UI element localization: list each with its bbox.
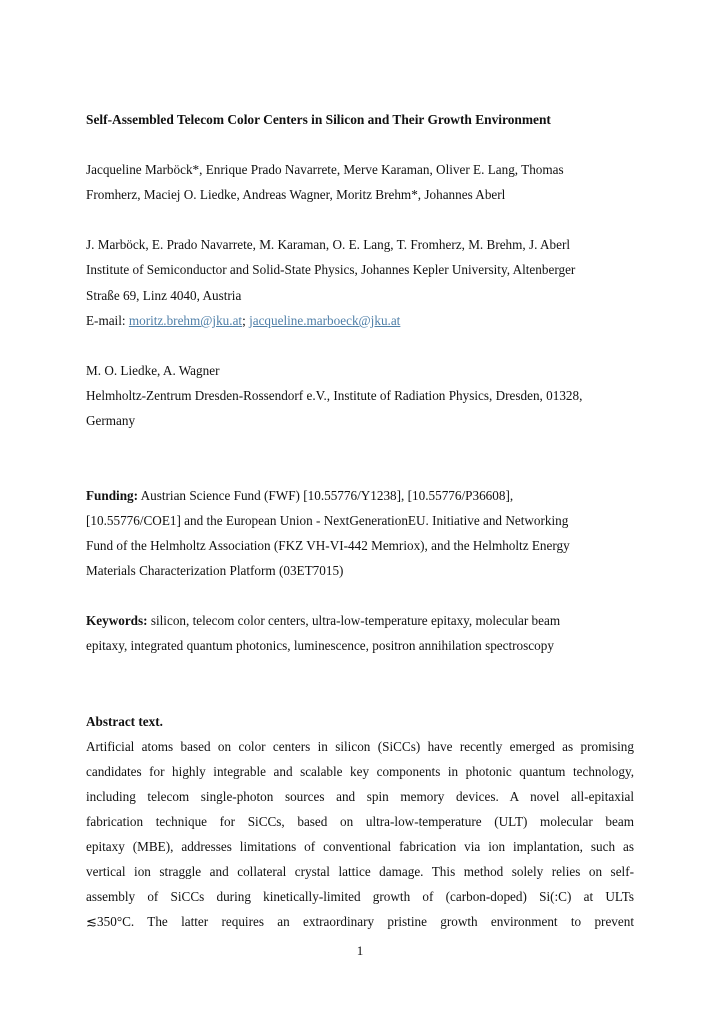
paper-title: Self-Assembled Telecom Color Centers in Silicon and Their Growth Environment: [86, 112, 551, 127]
keywords-line-2: epitaxy, integrated quantum photonics, luminescence, positron annihilation spectroscopy: [86, 638, 554, 653]
keywords-text-first: silicon, telecom color centers, ultra-low-temperature epitaxy, molecular beam: [147, 613, 561, 628]
funding-line-4: Materials Characterization Platform (03ET7015): [86, 563, 344, 578]
author-line-1: Jacqueline Marböck*, Enrique Prado Navarrete, Merve Karaman, Oliver E. Lang, Thomas: [86, 162, 564, 177]
funding-line-3: Fund of the Helmholtz Association (FKZ VH-VI-442 Memriox), and the Helmholtz Energy: [86, 538, 570, 553]
affiliation1-line-2: Institute of Semiconductor and Solid-State Physics, Johannes Kepler University, Altenberger: [86, 262, 576, 277]
email-link-marboeck[interactable]: jacqueline.marboeck@jku.at: [249, 313, 401, 328]
abstract-line-7: assembly of SiCCs during kinetically-limited growth of (carbon-doped) Si(:C) at ULTs: [86, 889, 634, 904]
abstract-line-1: Artificial atoms based on color centers in silicon (SiCCs) have recently emerged as promising: [86, 739, 634, 754]
abstract-line-3: including telecom single-photon sources and spin memory devices. A novel all-epitaxial: [86, 789, 634, 804]
author-line-2: Fromherz, Maciej O. Liedke, Andreas Wagner, Moritz Brehm*, Johannes Aberl: [86, 187, 506, 202]
funding-line-1: [86, 488, 513, 504]
affiliation1-line-3: Straße 69, Linz 4040, Austria: [86, 288, 242, 303]
abstract-line-4: fabrication technique for SiCCs, based on ultra-low-temperature (ULT) molecular beam: [86, 814, 634, 829]
abstract-line-6: vertical ion straggle and collateral crystal lattice damage. This method solely relies on self-: [86, 864, 634, 879]
abstract-heading: Abstract text.: [86, 714, 163, 729]
page-number: 1: [356, 943, 364, 958]
funding-line-2: [10.55776/COE1] and the European Union - NextGenerationEU. Initiative and Networking: [86, 513, 569, 528]
affiliation2-line-1: M. O. Liedke, A. Wagner: [86, 363, 220, 378]
email-label: E-mail:: [86, 313, 129, 328]
email-link-brehm[interactable]: moritz.brehm@jku.at: [128, 313, 243, 328]
abstract-line-8: ≲350°C. The latter requires an extraordinary pristine growth environment to prevent: [86, 914, 634, 929]
affiliation1-line-1: J. Marböck, E. Prado Navarrete, M. Karaman, O. E. Lang, T. Fromherz, M. Brehm, J. Aberl: [86, 237, 571, 252]
keywords-label: Keywords:: [86, 613, 148, 628]
abstract-line-2: candidates for highly integrable and scalable key components in photonic quantum technology,: [86, 764, 634, 779]
keywords-line-1: [86, 613, 560, 629]
abstract-line-5: epitaxy (MBE), addresses limitations of conventional fabrication via ion implantation, such as: [86, 839, 634, 854]
funding-text-first: Austrian Science Fund (FWF) [10.55776/Y1238], [10.55776/P36608],: [138, 488, 514, 503]
email-line: [86, 313, 400, 329]
funding-label: Funding:: [86, 488, 139, 503]
email-separator: ;: [242, 313, 250, 328]
affiliation2-line-2: Helmholtz-Zentrum Dresden-Rossendorf e.V., Institute of Radiation Physics, Dresden, 01328,: [86, 388, 583, 403]
affiliation2-line-3: Germany: [86, 413, 136, 428]
